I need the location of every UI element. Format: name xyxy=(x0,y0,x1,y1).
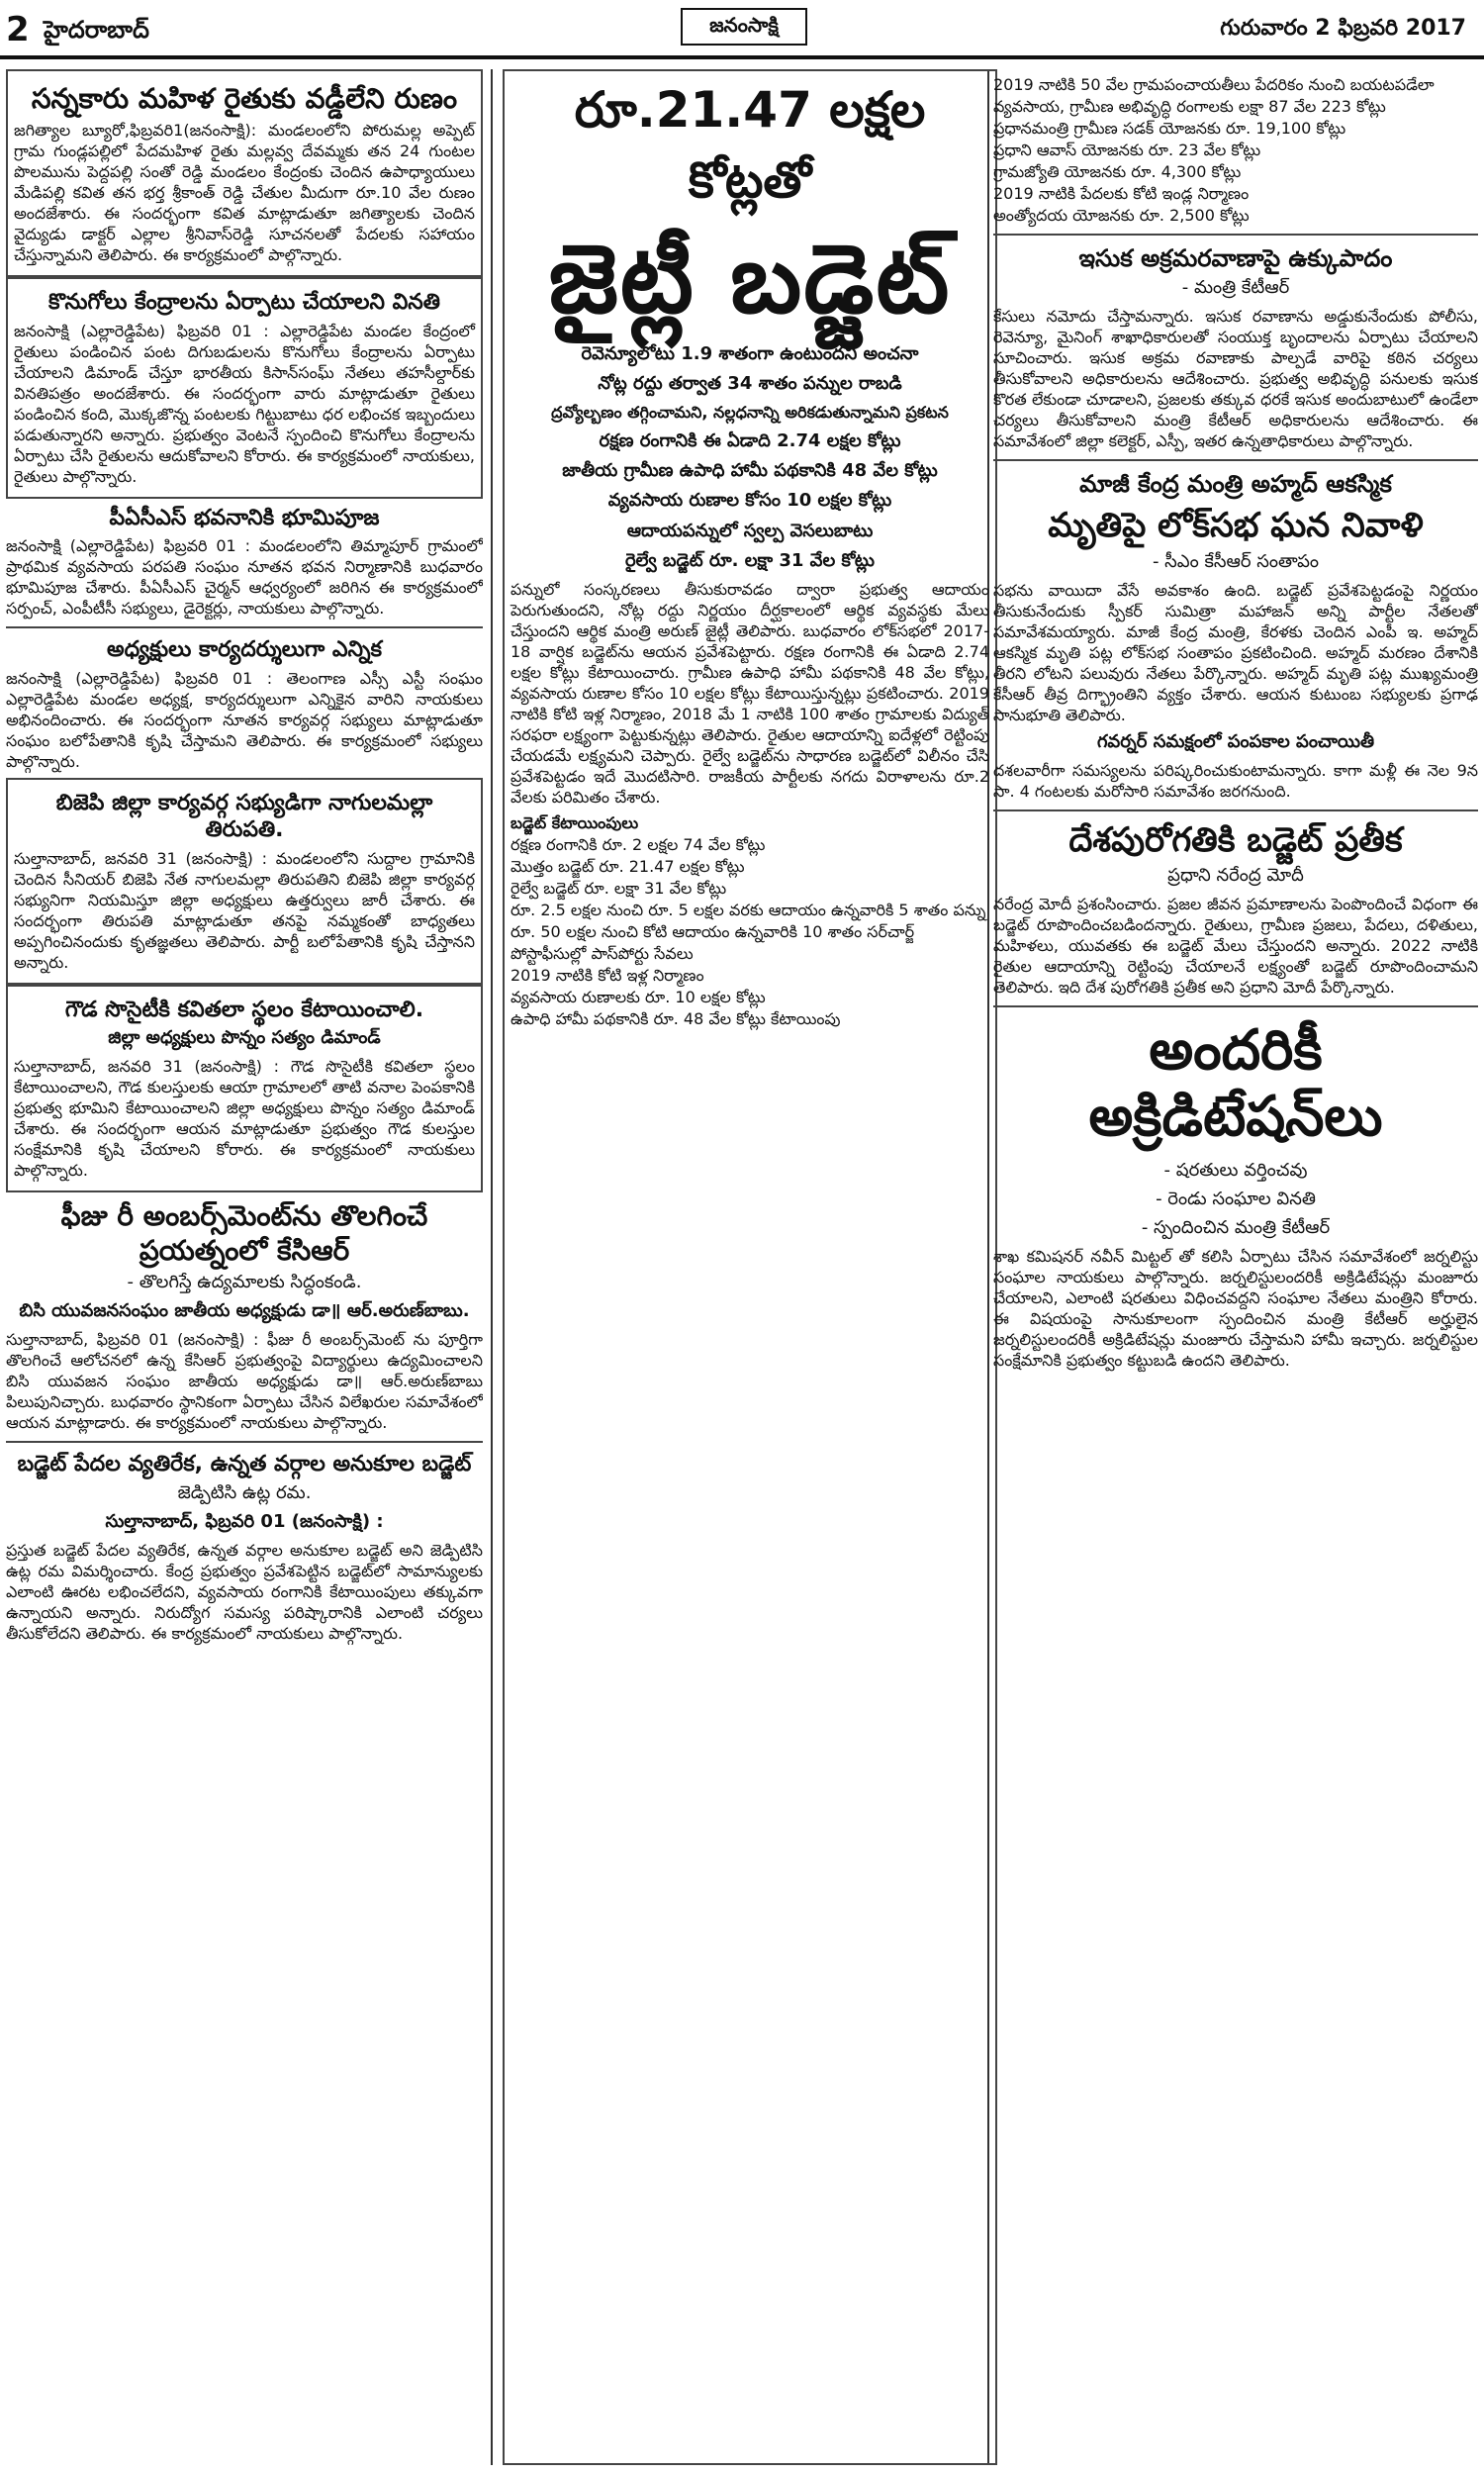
list-item: 2019 నాటికి పేదలకు కోటి ఇండ్ల నిర్మాణం xyxy=(993,184,1250,203)
divider xyxy=(993,809,1478,811)
highlight: ద్రవ్యోల్బణం తగ్గించామని, నల్లధనాన్ని అరికడుతున్నామని ప్రకటన xyxy=(551,403,949,423)
byline: - తొలగిస్తే ఉద్యమాలకు సిద్ధంకండి. xyxy=(127,1272,362,1292)
list-item: అంత్యోదయ యోజనకు రూ. 2,500 కోట్లు xyxy=(993,206,1250,225)
article-body: జగిత్యాల బ్యూరో,ఫిబ్రవరి1(జనంసాక్షి): మండలంలోని పోరుమల్ల అప్పెట్ గ్రామ గుండ్లపల్లిలో పేదమహిళ రైతు మల్లవ్వ దేవమ్మకు తన 24 గుంటల పొలమును పెద్దపల్లి సంతో రెడ్డి మండలం కేంద్రంకు చెందిన ఉపాధ్యాయులు మేడిపల్లి కవిత తన భర్త శ్రీకాంత్ రెడ్డి చేతుల మీదుగా రూ.10 వేల రుణం అందజేశారు. ఈ సందర్భంగా కవిత మాట్లాడుతూ జగిత్యాలకు చెందిన వైద్యుడు డాక్టర్ ఎల్లాల శ్రీనివాస్‌రెడ్డి సూచనలతో పేదలకు సహాయం చేస్తున్నామని తెలిపారు. ఈ కార్యక్రమంలో పాల్గొన్నారు. xyxy=(14,121,475,264)
list-item: 2019 నాటికి కోటి ఇళ్ల నిర్మాణం xyxy=(510,966,704,986)
divider xyxy=(993,234,1478,236)
allocation-list-continued xyxy=(993,75,1478,226)
page-number: 2 xyxy=(6,10,30,49)
dateline: సుల్తానాబాద్, ఫిబ్రవరి 01 (జనంసాక్షి) : xyxy=(105,1510,384,1532)
headline: బిజెపి జిల్లా కార్యవర్గ సభ్యుడిగా నాగులమల్లా తిరుపతి. xyxy=(55,790,433,842)
article-bjp-member xyxy=(6,778,483,985)
column-divider xyxy=(491,69,493,2465)
highlight: నోట్ల రద్దు తర్వాత 34 శాతం పన్నుల రాబడి xyxy=(598,372,902,394)
divider xyxy=(6,1441,483,1443)
article-body: జనంసాక్షి (ఎల్లారెడ్డిపేట) ఫిబ్రవరి 01 : మండలంలోని తిమ్మాపూర్ గ్రామంలో ప్రాథమిక వ్యవసాయ పరపతి సంఘం నూతన భవన నిర్మాణానికి బుధవారం భూమిపూజ చేశారు. పీఏసీఎస్ చైర్మన్ ఆధ్వర్యంలో జరిగిన ఈ కార్యక్రమంలో సర్పంచ్, ఎంపీటీసీ సభ్యులు, డైరెక్టర్లు, నాయకులు పాల్గొన్నారు. xyxy=(6,536,483,618)
list-item: రైల్వే బడ్జెట్ రూ. లక్షా 31 వేల కోట్లు xyxy=(510,879,727,899)
main-headline: జైట్లీ బడ్జెట్ xyxy=(548,224,952,334)
bullet: - రెండు సంఘాల వినతి xyxy=(1156,1189,1316,1210)
article-body: సుల్తానాబాద్, జనవరి 31 (జనంసాక్షి) : గౌడ సొసైటీకి కవితలా స్థలం కేటాయించాలని, గౌడ కులస్తులకు ఆయా గ్రామాలలో తాటి వనాల పెంపకానికి ప్రభుత్వ భూమిని కేటాయించాలని జిల్లా అధ్యక్షులు పొన్నం సత్యం డిమాండ్ చేశారు. ఈ సందర్భంగా ఆయన మాట్లాడుతూ ప్రభుత్వం గౌడ కులస్తుల సంక్షేమానికి కృషి చేయాలని కోరారు. ఈ కార్యక్రమంలో నాయకులు పాల్గొన్నారు. xyxy=(14,1057,475,1180)
list-item: రూ. 50 లక్షల నుంచి కోటి ఆదాయం ఉన్నవారికి 10 శాతం సర్‌చార్జ్ xyxy=(510,922,915,942)
headline: అధ్యక్షులు కార్యదర్శులుగా ఎన్నిక xyxy=(107,637,382,662)
list-item: మొత్తం బడ్జెట్ రూ. 21.47 లక్షల కోట్లు xyxy=(510,857,745,877)
byline: జెడ్పిటిసి ఉట్ల రమ. xyxy=(177,1481,312,1503)
list-item: 2019 నాటికి 50 వేల గ్రామపంచాయతీలు పేదరికం నుంచి బయటపడేలా xyxy=(993,75,1435,94)
byline: - సీఎం కేసీఆర్ సంతాపం xyxy=(1152,550,1320,572)
list-item: ఉపాధి హామీ పథకానికి రూ. 48 వేల కోట్లు కేటాయింపు xyxy=(510,1009,841,1029)
article-body: పన్నులో సంస్కరణలు తీసుకురావడం ద్వారా ప్రభుత్వ ఆదాయం పెరుగుతుందని, నోట్ల రద్దు నిర్ణయం దీర్ఘకాలంలో ఆర్థిక వ్యవస్థకు మేలు చేస్తుందని ఆర్థిక మంత్రి అరుణ్ జైట్లీ తెలిపారు. బుధవారం లోక్‌సభలో 2017-18 వార్షిక బడ్జెట్‌ను ఆయన ప్రవేశపెట్టారు. రక్షణ రంగానికి ఈ ఏడాది 2.74 లక్షల కోట్లు కేటాయించారు. గ్రామీణ ఉపాధి హామీ పథకానికి 48 వేల కోట్లు, వ్యవసాయ రుణాల కోసం 10 లక్షల కోట్లు కేటాయిస్తున్నట్లు ప్రకటించారు. 2019 నాటికి కోటి ఇళ్ల నిర్మాణం, 2018 మే 1 నాటికి 100 శాతం గ్రామాలకు విద్యుత్ సరఫరా లక్ష్యంగా పెట్టుకున్నట్లు తెలిపారు. రైతుల ఆదాయాన్ని ఐదేళ్లలో రెట్టింపు చేయడమే లక్ష్యమని చెప్పారు. రైల్వే బడ్జెట్‌ను సాధారణ బడ్జెట్‌లో విలీనం చేసి ప్రవేశపెట్టడం ఇదే మొదటిసారి. రాజకీయ పార్టీలకు నగదు విరాళాలను రూ.2 వేలకు పరిమితం చేశారు. xyxy=(510,580,989,808)
left-column xyxy=(6,69,483,2465)
list-item: గ్రామజ్యోతి యోజనకు రూ. 4,300 కోట్లు xyxy=(993,162,1242,181)
headline: కొనుగోలు కేంద్రాలను ఏర్పాటు చేయాలని వినతి xyxy=(48,290,440,315)
subheading: జిల్లా అధ్యక్షులు పొన్నం సత్యం డిమాండ్ xyxy=(108,1027,381,1048)
highlight: ఆదాయపన్నులో స్వల్ప వెసలుబాటు xyxy=(626,520,874,541)
headline: గౌడ సొసైటీకి కవితలా స్థలం కేటాయించాలి. xyxy=(64,997,424,1022)
article-body: దశలవారీగా సమస్యలను పరిష్కరించుకుంటామన్నారు. కాగా మళ్లీ ఈ నెల 9న సా. 4 గంటలకు మరోసారి సమావేశం జరగనుంది. xyxy=(993,760,1478,801)
lead-header xyxy=(510,81,989,573)
article-body: శాఖ కమిషనర్ నవీన్ మిట్టల్ తో కలిసి ఏర్పాటు చేసిన సమావేశంలో జర్నలిస్టు సంఘాల నాయకులు పాల్గొన్నారు. జర్నలిస్టులందరికీ అక్రిడిటేషన్లు మంజూరు చేయాలని, ఎలాంటి షరతులు విధించవద్దని సంఘాల నేతలు మంత్రిని కోరారు. ఈ విషయంపై సానుకూలంగా స్పందించిన మంత్రి కేటీఆర్ అర్హులైన జర్నలిస్టులందరికీ అక్రిడిటేషన్లు మంజూరు చేస్తామని హామీ ఇచ్చారు. జర్నలిస్టుల సంక్షేమానికి ప్రభుత్వం కట్టుబడి ఉందని తెలిపారు. xyxy=(993,1247,1478,1371)
byline: - మంత్రి కేటీఆర్ xyxy=(1181,277,1290,298)
article-body: సుల్తానాబాద్, ఫిబ్రవరి 01 (జనంసాక్షి) : ఫీజు రీ అంబర్స్‌మెంట్ ను పూర్తిగా తొలగించే ఆలోచనలో ఉన్న కేసిఆర్ ప్రభుత్వంపై విద్యార్థులు ఉద్యమించాలని బిసి యువజన సంఘం జాతీయ అధ్యక్షుడు డా॥ ఆర్.అరుణ్‌బాబు పిలుపునిచ్చారు. బుధవారం స్థానికంగా ఏర్పాటు చేసిన విలేఖరుల సమావేశంలో ఆయన మాట్లాడారు. ఈ కార్యక్రమంలో నాయకులు పాల్గొన్నారు. xyxy=(6,1330,483,1432)
right-column xyxy=(993,69,1478,2465)
headline-line2: మృతిపై లోక్‌సభ ఘన నివాళి xyxy=(1048,506,1424,545)
article-body: కేసులు నమోదు చేస్తామన్నారు. ఇసుక రవాణాను అడ్డుకునేందుకు పోలీసు, రెవెన్యూ, మైనింగ్ శాఖాధికారులతో సంయుక్త బృందాలను ఏర్పాటు చేయాలని సూచించారు. ఇసుక అక్రమ రవాణాకు పాల్పడే వారిపై కఠిన చర్యలు తీసుకోవాలని అధికారులను ఆదేశించారు. ప్రభుత్వ అభివృద్ధి పనులకు ఇసుక కొరత లేకుండా చూడాలని, ప్రజలకు తక్కువ ధరకే ఇసుక అందుబాటులో ఉండేలా చర్యలు తీసుకోవాలని మంత్రి కేటీఆర్ అధికారులను ఆదేశించారు. ఈ సమావేశంలో జిల్లా కలెక్టర్, ఎస్పీ, ఇతర ఉన్నతాధికారులు పాల్గొన్నారు. xyxy=(993,307,1478,450)
article-body: నరేంద్ర మోదీ ప్రశంసించారు. ప్రజల జీవన ప్రమాణాలను పెంపొందించే విధంగా ఈ బడ్జెట్ రూపొందించబడిందన్నారు. రైతులు, గ్రామీణ ప్రజలు, పేదలు, దళితులు, మహిళలు, యువతకు ఈ బడ్జెట్ మేలు చేస్తుందని అన్నారు. 2022 నాటికి రైతుల ఆదాయాన్ని రెట్టింపు చేయాలనే లక్ష్యంతో బడ్జెట్ రూపొందించామని తెలిపారు. ఇది దేశ పురోగతికి ప్రతీక అని ప్రధాని మోదీ పేర్కొన్నారు. xyxy=(993,895,1478,997)
page-header xyxy=(0,0,1484,59)
headline: ఫీజు రీ అంబర్స్‌మెంట్‌ను తొలగించే ప్రయత్నంలో కేసిఆర్ xyxy=(60,1199,428,1267)
divider xyxy=(993,459,1478,461)
article-women-farmer-loan xyxy=(6,69,483,277)
kicker: రూ.21.47 లక్షల కోట్లతో xyxy=(574,81,926,209)
article-body: జనంసాక్షి (ఎల్లారెడ్డిపేట) ఫిబ్రవరి 01 : తెలంగాణ ఎస్సీ ఎస్టీ సంఘం ఎల్లారెడ్డిపేట మండల అధ్యక్ష, కార్యదర్శులుగా ఎన్నికైన వారిని నాయకులు అభినందించారు. ఈ సందర్భంగా నూతన కార్యవర్గ సభ్యులు మాట్లాడుతూ సంఘం బలోపేతానికి కృషి చేస్తామని తెలిపారు. ఈ కార్యక్రమంలో సభ్యులు పాల్గొన్నారు. xyxy=(6,668,483,771)
article-gouda-society xyxy=(6,985,483,1193)
subheading: బిసి యువజనసంఘం జాతీయ అధ్యక్షుడు డా॥ ఆర్.అరుణ్‌బాబు. xyxy=(19,1300,470,1321)
headline: ఇసుక అక్రమరవాణాపై ఉక్కుపాదం xyxy=(1078,244,1393,272)
article-body: ప్రస్తుత బడ్జెట్ పేదల వ్యతిరేక, ఉన్నత వర్గాల అనుకూల బడ్జెట్ అని జెడ్పిటిసి ఉట్ల రమ విమర్శించారు. కేంద్ర ప్రభుత్వం ప్రవేశపెట్టిన బడ్జెట్‌లో సామాన్యులకు ఎలాంటి ఊరట లభించలేదని, వ్యవసాయ రంగానికి కేటాయింపులు తక్కువగా ఉన్నాయని అన్నారు. నిరుద్యోగ సమస్య పరిష్కారానికి ఎలాంటి చర్యలు తీసుకోలేదని తెలిపారు. ఈ కార్యక్రమంలో నాయకులు పాల్గొన్నారు. xyxy=(6,1540,483,1643)
list-item: ప్రధాని ఆవాస్ యోజనకు రూ. 23 వేల కోట్లు xyxy=(993,141,1261,159)
list-item: రక్షణ రంగానికి రూ. 2 లక్షల 74 వేల కోట్లు xyxy=(510,835,766,855)
allocation-list xyxy=(510,813,989,1029)
headline: పీఏసీఎస్ భవనానికి భూమిపూజ xyxy=(109,505,380,530)
highlight: జాతీయ గ్రామీణ ఉపాధి హామీ పథకానికి 48 వేల కోట్లు xyxy=(562,460,938,482)
divider xyxy=(993,1005,1478,1007)
list-item: రూ. 2.5 లక్షల నుంచి రూ. 5 లక్షల వరకు ఆదాయం ఉన్నవారికి 5 శాతం పన్ను xyxy=(510,901,986,920)
lead-budget-story xyxy=(503,69,997,2465)
headline: మాజీ కేంద్ర మంత్రి అహ్మద్ ఆకస్మిక xyxy=(1079,470,1392,498)
list-item: వ్యవసాయ, గ్రామీణ అభివృద్ధి రంగాలకు లక్షా 87 వేల 223 కోట్లు xyxy=(993,97,1386,116)
list-item: బడ్జెట్ కేటాయింపులు xyxy=(510,813,639,833)
article-body: జనంసాక్షి (ఎల్లారెడ్డిపేట) ఫిబ్రవరి 01 : ఎల్లారెడ్డిపేట మండల కేంద్రంలో రైతులు పండించిన పంట దిగుబడులను కొనుగోలు కేంద్రాలను ఏర్పాటు చేయాలని డిమాండ్ చేస్తూ భారతీయ కిసాన్‌సంఘ్ నేతలు తహసీల్దార్‌కు వినతిపత్రం అందజేశారు. ఈ సందర్భంగా వారు మాట్లాడుతూ రైతులు పండించిన కంది, మొక్కజొన్న పంటలకు గిట్టుబాటు ధర లభించక ఇబ్బందులు పడుతున్నారని అన్నారు. ప్రభుత్వం వెంటనే స్పందించి కొనుగోలు కేంద్రాలను ఏర్పాటు చేసి రైతులను ఆదుకోవాలని కోరారు. ఈ కార్యక్రమంలో నాయకులు, రైతులు పాల్గొన్నారు. xyxy=(14,321,475,486)
issue-date: గురువారం 2 ఫిబ్రవరి 2017 xyxy=(1220,16,1466,41)
highlight: రైల్వే బడ్జెట్ రూ. లక్షా 31 వేల కోట్లు xyxy=(625,549,875,571)
edition-city: హైదరాబాద్ xyxy=(44,16,149,44)
highlight: రక్షణ రంగానికి ఈ ఏడాది 2.74 లక్షల కోట్లు xyxy=(599,429,901,451)
article-body: సభను వాయిదా వేసే అవకాశం ఉంది. బడ్జెట్ ప్రవేశపెట్టడంపై నిర్ణయం తీసుకునేందుకు స్పీకర్ సుమిత్రా మహాజన్ అన్ని పార్టీల నేతలతో సమావేశమయ్యారు. మాజీ కేంద్ర మంత్రి, కేరళకు చెందిన ఎంపీ ఇ. అహ్మద్ ఆకస్మిక మృతి పట్ల లోక్‌సభ సంతాపం ప్రకటించింది. అహ్మద్ మరణం దేశానికి తీరని లోటని పలువురు నేతలు పేర్కొన్నారు. అహ్మద్ మృతి పట్ల ముఖ్యమంత్రి కేసీఆర్ తీవ్ర దిగ్భ్రాంతిని వ్యక్తం చేశారు. ఆయన కుటుంబ సభ్యులకు ప్రగాఢ సానుభూతి తెలిపారు. xyxy=(993,580,1478,724)
headline: అందరికీ అక్రిడిటేషన్‌లు xyxy=(1088,1018,1383,1150)
highlight: రెవెన్యూలోటు 1.9 శాతంగా ఉంటుందని అంచనా xyxy=(581,342,919,364)
subheading: గవర్నర్ సమక్షంలో పంపకాల పంచాయితీ xyxy=(1096,730,1375,752)
article-purchase-centres xyxy=(6,277,483,499)
bullet: - స్పందించిన మంత్రి కేటీఆర్ xyxy=(1141,1217,1331,1239)
article-body: సుల్తానాబాద్, జనవరి 31 (జనంసాక్షి) : మండలంలోని సుద్దాల గ్రామానికి చెందిన సీనియర్ బిజెపి నేత నాగులమల్లా తిరుపతిని బిజెపి జిల్లా కార్యవర్గ సభ్యునిగా నియమిస్తూ జిల్లా అధ్యక్షులు ఉత్తర్వులు జారీ చేశారు. ఈ సందర్భంగా తిరుపతి మాట్లాడుతూ తనపై నమ్మకంతో బాధ్యతలు అప్పగించినందుకు కృతజ్ఞతలు తెలిపారు. పార్టీ బలోపేతానికి కృషి చేస్తానని అన్నారు. xyxy=(14,848,475,972)
list-item: ప్రధానమంత్రి గ్రామీణ సడక్ యోజనకు రూ. 19,100 కోట్లు xyxy=(993,119,1346,138)
headline: దేశపురోగతికి బడ్జెట్ ప్రతీక xyxy=(1068,819,1403,860)
list-item: పోస్టాఫీసుల్లో పాస్‌పోర్టు సేవలు xyxy=(510,944,694,964)
highlight: వ్యవసాయ రుణాల కోసం 10 లక్షల కోట్లు xyxy=(607,490,892,512)
bullet: - షరతులు వర్తించవు xyxy=(1163,1160,1308,1182)
byline: ప్రధాని నరేంద్ర మోదీ xyxy=(1167,865,1304,886)
headline: సన్నకారు మహిళ రైతుకు వడ్డీలేని రుణం xyxy=(31,82,458,115)
masthead-logo: జనంసాక్షి xyxy=(681,8,807,46)
headline: బడ్జెట్ పేదల వ్యతిరేక, ఉన్నత వర్గాల అనుకూల బడ్జెట్ xyxy=(17,1452,472,1476)
list-item: వ్యవసాయ రుణాలకు రూ. 10 లక్షల కోట్లు xyxy=(510,988,766,1007)
divider xyxy=(6,626,483,628)
